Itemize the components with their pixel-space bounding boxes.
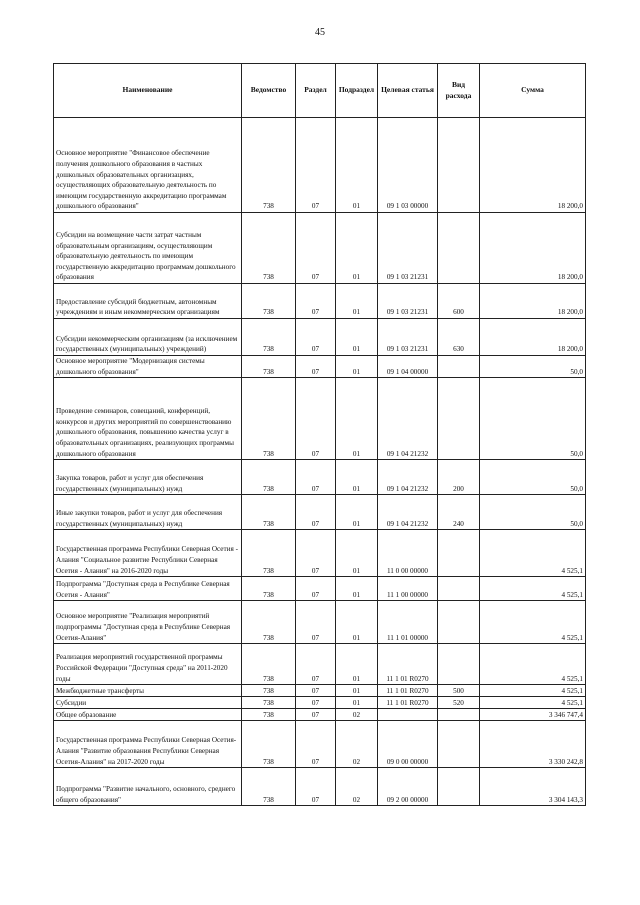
table-row (54, 577, 586, 601)
cell-exp-type: 520 (438, 697, 480, 709)
page-number: 45 (315, 27, 325, 38)
cell-dept: 738 (242, 378, 296, 460)
cell-exp-type: 500 (438, 685, 480, 697)
table-row (54, 721, 586, 768)
cell-section: 07 (296, 577, 336, 601)
cell-dept: 738 (242, 768, 296, 806)
cell-exp-type: 240 (438, 495, 480, 530)
cell-target: 11 1 00 00000 (378, 577, 438, 601)
cell-sum: 3 304 143,3 (480, 768, 586, 806)
cell-section: 07 (296, 378, 336, 460)
cell-sum: 4 525,1 (480, 530, 586, 577)
cell-exp-type: 630 (438, 319, 480, 356)
header-section: Раздел (296, 64, 336, 118)
cell-subsection: 02 (336, 768, 378, 806)
cell-dept: 738 (242, 460, 296, 495)
cell-subsection: 01 (336, 530, 378, 577)
cell-name: Государственная программа Республики Северная Осетия-Алания "Развитие образования Республики Северная Осетия-Алания" на 2017-2020 годы (54, 721, 242, 768)
cell-name: Проведение семинаров, совещаний, конференций, конкурсов и других мероприятий по совершенствованию дошкольного образования, повышению качества услуг в образовательных организациях, реализующих программы дошкольного образования (54, 378, 242, 460)
cell-subsection: 02 (336, 721, 378, 768)
cell-dept: 738 (242, 577, 296, 601)
cell-section: 07 (296, 768, 336, 806)
cell-sum: 4 525,1 (480, 644, 586, 685)
cell-subsection: 01 (336, 577, 378, 601)
cell-subsection: 01 (336, 644, 378, 685)
cell-dept: 738 (242, 685, 296, 697)
cell-exp-type (438, 530, 480, 577)
cell-sum: 4 525,1 (480, 685, 586, 697)
cell-subsection: 01 (336, 685, 378, 697)
cell-dept: 738 (242, 709, 296, 721)
cell-target: 09 0 00 00000 (378, 721, 438, 768)
cell-target: 09 2 00 00000 (378, 768, 438, 806)
cell-sum: 18 200,0 (480, 213, 586, 284)
header-exp-type: Вид расхода (438, 64, 480, 118)
cell-subsection: 01 (336, 697, 378, 709)
cell-sum: 50,0 (480, 460, 586, 495)
cell-name: Субсидии некоммерческим организациям (за исключением государственных (муниципальных) учреждений) (54, 319, 242, 356)
table-row (54, 118, 586, 213)
cell-dept: 738 (242, 284, 296, 319)
cell-dept: 738 (242, 697, 296, 709)
cell-target: 11 1 01 R0270 (378, 685, 438, 697)
cell-target: 09 1 03 21231 (378, 319, 438, 356)
cell-subsection: 02 (336, 709, 378, 721)
cell-subsection: 01 (336, 118, 378, 213)
cell-subsection: 01 (336, 601, 378, 644)
budget-table (53, 63, 586, 806)
table-row (54, 697, 586, 709)
cell-sum: 4 525,1 (480, 577, 586, 601)
cell-section: 07 (296, 284, 336, 319)
cell-section: 07 (296, 601, 336, 644)
cell-name: Подпрограмма "Развитие начального, основного, среднего общего образования" (54, 768, 242, 806)
cell-subsection: 01 (336, 378, 378, 460)
cell-dept: 738 (242, 601, 296, 644)
table-row (54, 460, 586, 495)
cell-sum: 50,0 (480, 356, 586, 378)
cell-name: Основное мероприятие "Финансовое обеспечение получения дошкольного образования в частных дошкольных образовательных организациях, осуществляющих образовательную деятельность по имеющим государственную аккредитацию программам дошкольного образования" (54, 118, 242, 213)
cell-name: Общее образование (54, 709, 242, 721)
table-row (54, 685, 586, 697)
cell-name: Закупка товаров, работ и услуг для обеспечения государственных (муниципальных) нужд (54, 460, 242, 495)
table-row (54, 284, 586, 319)
cell-section: 07 (296, 460, 336, 495)
cell-target: 09 1 04 21232 (378, 460, 438, 495)
cell-name: Предоставление субсидий бюджетным, автономным учреждениям и иным некоммерческим организациям (54, 284, 242, 319)
cell-section: 07 (296, 319, 336, 356)
cell-section: 07 (296, 356, 336, 378)
cell-sum: 50,0 (480, 495, 586, 530)
cell-sum: 18 200,0 (480, 319, 586, 356)
cell-exp-type (438, 356, 480, 378)
cell-section: 07 (296, 709, 336, 721)
cell-name: Межбюджетные трансферты (54, 685, 242, 697)
cell-name: Реализация мероприятий государственной программы Российской Федерации "Доступная среда" на 2011-2020 годы (54, 644, 242, 685)
cell-dept: 738 (242, 721, 296, 768)
table-row (54, 768, 586, 806)
table-row (54, 319, 586, 356)
cell-subsection: 01 (336, 356, 378, 378)
cell-section: 07 (296, 118, 336, 213)
cell-target: 09 1 03 00000 (378, 118, 438, 213)
cell-target: 09 1 03 21231 (378, 284, 438, 319)
table-row (54, 378, 586, 460)
cell-name: Государственная программа Республики Северная Осетия - Алания "Социальное развитие Республики Северная Осетия - Алания" на 2016-2020 годы (54, 530, 242, 577)
table-header-row (54, 64, 586, 118)
table-row (54, 213, 586, 284)
cell-exp-type (438, 577, 480, 601)
cell-section: 07 (296, 685, 336, 697)
cell-target: 11 1 01 00000 (378, 601, 438, 644)
cell-name: Иные закупки товаров, работ и услуг для обеспечения государственных (муниципальных) нужд (54, 495, 242, 530)
cell-name: Основное мероприятие "Реализация мероприятий подпрограммы "Доступная среда в Республике Северная Осетия-Алания" (54, 601, 242, 644)
cell-target: 11 1 01 R0270 (378, 697, 438, 709)
cell-sum: 3 330 242,8 (480, 721, 586, 768)
cell-exp-type (438, 213, 480, 284)
cell-dept: 738 (242, 495, 296, 530)
cell-name: Основное мероприятие "Модернизация системы дошкольного образования" (54, 356, 242, 378)
cell-sum: 4 525,1 (480, 697, 586, 709)
cell-dept: 738 (242, 644, 296, 685)
cell-target: 09 1 03 21231 (378, 213, 438, 284)
cell-name: Субсидии на возмещение части затрат частным образовательным организациям, осуществляющим образовательную деятельность по имеющим государственную аккредитацию программам дошкольного образования (54, 213, 242, 284)
header-dept: Ведомство (242, 64, 296, 118)
cell-section: 07 (296, 721, 336, 768)
cell-sum: 18 200,0 (480, 118, 586, 213)
cell-exp-type (438, 378, 480, 460)
table-row (54, 644, 586, 685)
table-row (54, 495, 586, 530)
table-row (54, 530, 586, 577)
header-subsection: Подраздел (336, 64, 378, 118)
cell-target (378, 709, 438, 721)
cell-dept: 738 (242, 530, 296, 577)
cell-name: Подпрограмма "Доступная среда в Республике Северная Осетия - Алания" (54, 577, 242, 601)
cell-exp-type (438, 709, 480, 721)
cell-target: 09 1 04 21232 (378, 495, 438, 530)
cell-section: 07 (296, 213, 336, 284)
cell-name: Субсидии (54, 697, 242, 709)
cell-exp-type: 200 (438, 460, 480, 495)
cell-exp-type (438, 721, 480, 768)
cell-exp-type: 600 (438, 284, 480, 319)
cell-subsection: 01 (336, 284, 378, 319)
cell-exp-type (438, 644, 480, 685)
header-name: Наименование (54, 64, 242, 118)
header-target: Целевая статья (378, 64, 438, 118)
cell-sum: 18 200,0 (480, 284, 586, 319)
cell-dept: 738 (242, 118, 296, 213)
cell-dept: 738 (242, 213, 296, 284)
cell-exp-type (438, 601, 480, 644)
cell-dept: 738 (242, 319, 296, 356)
cell-subsection: 01 (336, 460, 378, 495)
cell-sum: 4 525,1 (480, 601, 586, 644)
cell-section: 07 (296, 530, 336, 577)
cell-target: 09 1 04 21232 (378, 378, 438, 460)
cell-section: 07 (296, 495, 336, 530)
cell-exp-type (438, 768, 480, 806)
cell-dept: 738 (242, 356, 296, 378)
table-row (54, 356, 586, 378)
table-row (54, 709, 586, 721)
cell-target: 11 1 01 R0270 (378, 644, 438, 685)
cell-subsection: 01 (336, 495, 378, 530)
cell-section: 07 (296, 644, 336, 685)
cell-target: 11 0 00 00000 (378, 530, 438, 577)
cell-sum: 50,0 (480, 378, 586, 460)
cell-sum: 3 346 747,4 (480, 709, 586, 721)
cell-subsection: 01 (336, 213, 378, 284)
cell-subsection: 01 (336, 319, 378, 356)
cell-exp-type (438, 118, 480, 213)
table-row (54, 601, 586, 644)
header-sum: Сумма (480, 64, 586, 118)
cell-section: 07 (296, 697, 336, 709)
cell-target: 09 1 04 00000 (378, 356, 438, 378)
